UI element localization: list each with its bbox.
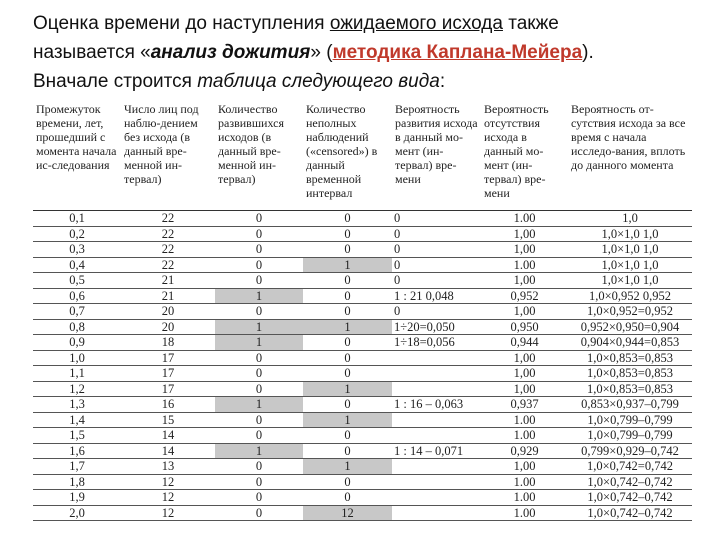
- intro-line-3: [33, 67, 713, 96]
- table-cell: 1,00: [481, 242, 568, 258]
- table-cell: 1,0×0,742–0,742: [568, 474, 692, 490]
- table-cell: 0: [215, 459, 303, 475]
- intro-l3-part1: Вначале строится: [33, 71, 198, 92]
- table-cell: 1,0×0,799–0,799: [568, 412, 692, 428]
- table-cell: 1,2: [33, 381, 121, 397]
- table-cell: 1.00: [481, 257, 568, 273]
- table-cell: 0: [303, 288, 392, 304]
- table-row: [33, 350, 692, 366]
- table-cell: 1,0×1,0 1,0: [568, 273, 692, 289]
- table-body: [33, 211, 692, 521]
- table-row: [33, 381, 692, 397]
- table-row: [33, 490, 692, 506]
- table-cell: 0,8: [33, 319, 121, 335]
- intro-l2-part3: ).: [582, 42, 594, 63]
- table-row: [33, 505, 692, 521]
- table-row: [33, 304, 692, 320]
- table-cell: 1: [303, 257, 392, 273]
- table-cell: 1.00: [481, 428, 568, 444]
- intro-text: [33, 9, 713, 96]
- table-cell: 1,0×0,952=0,952: [568, 304, 692, 320]
- table-header-cell: Число лиц под наблю-дением без исхода (в данный вре-менной ин-тервал): [121, 101, 215, 211]
- table-cell: 0,9: [33, 335, 121, 351]
- table-cell: [392, 350, 481, 366]
- table-cell: 13: [121, 459, 215, 475]
- table-cell: 0: [392, 257, 481, 273]
- table-cell: 0: [303, 397, 392, 413]
- intro-l2-part1: называется «: [33, 42, 151, 63]
- table-cell: 0: [215, 304, 303, 320]
- table-cell: 1,0×0,952 0,952: [568, 288, 692, 304]
- table-cell: [392, 366, 481, 382]
- table-cell: 1,0×0,853=0,853: [568, 350, 692, 366]
- table-cell: 0: [215, 226, 303, 242]
- table-cell: 1,00: [481, 304, 568, 320]
- table-cell: 0: [215, 505, 303, 521]
- table-cell: 1,00: [481, 226, 568, 242]
- table-cell: 22: [121, 211, 215, 227]
- table-cell: 1,00: [481, 366, 568, 382]
- table-cell: 1,0×1,0 1,0: [568, 257, 692, 273]
- table-row: [33, 459, 692, 475]
- table-cell: 0: [215, 366, 303, 382]
- table-cell: 12: [303, 505, 392, 521]
- table-cell: 0: [392, 273, 481, 289]
- table-cell: 0,904×0,944=0,853: [568, 335, 692, 351]
- table-cell: 22: [121, 226, 215, 242]
- table-row: [33, 428, 692, 444]
- table-cell: 1,6: [33, 443, 121, 459]
- intro-line-2: [33, 38, 713, 67]
- table-cell: 18: [121, 335, 215, 351]
- table-cell: 1 : 16 – 0,063: [392, 397, 481, 413]
- table-cell: 1,4: [33, 412, 121, 428]
- table-cell: [392, 474, 481, 490]
- table-cell: 0,6: [33, 288, 121, 304]
- table-cell: 1: [215, 335, 303, 351]
- table-row: [33, 397, 692, 413]
- table-cell: 0: [392, 226, 481, 242]
- table-row: [33, 319, 692, 335]
- table-cell: 1,0: [568, 211, 692, 227]
- table-cell: 0: [215, 273, 303, 289]
- table-cell: 0: [303, 350, 392, 366]
- table-cell: 0,950: [481, 319, 568, 335]
- table-cell: 1,0×1,0 1,0: [568, 242, 692, 258]
- table-cell: 12: [121, 474, 215, 490]
- table-cell: [392, 412, 481, 428]
- table-cell: 0: [303, 226, 392, 242]
- table-cell: 1,3: [33, 397, 121, 413]
- table-cell: 0: [303, 443, 392, 459]
- table-cell: 0,952: [481, 288, 568, 304]
- table-cell: 1,00: [481, 381, 568, 397]
- table-cell: 20: [121, 319, 215, 335]
- table-cell: [392, 459, 481, 475]
- table-cell: 0,944: [481, 335, 568, 351]
- table-row: [33, 211, 692, 227]
- table-cell: 1÷20=0,050: [392, 319, 481, 335]
- table-header-cell: Вероятность отсутствия исхода в данный мо-мент (ин-тервал) вре-мени: [481, 101, 568, 211]
- intro-line-1: [33, 9, 713, 38]
- table-cell: 1 : 14 – 0,071: [392, 443, 481, 459]
- table-cell: 17: [121, 381, 215, 397]
- table-header-cell: Количество неполных наблюдений («censored») в данный временной интервал: [303, 101, 392, 211]
- table-cell: 1,00: [481, 273, 568, 289]
- table-cell: 1,00: [481, 350, 568, 366]
- intro-l2-bold: анализ дожития: [150, 42, 311, 63]
- table-cell: 0: [215, 490, 303, 506]
- table-cell: 1÷18=0,056: [392, 335, 481, 351]
- table-row: [33, 257, 692, 273]
- table-cell: 12: [121, 490, 215, 506]
- intro-l2-part2: » (: [310, 42, 333, 63]
- table-row: [33, 242, 692, 258]
- table-cell: 1,0×0,742–0,742: [568, 490, 692, 506]
- table-cell: 1,0×0,853=0,853: [568, 366, 692, 382]
- table-cell: 1.00: [481, 412, 568, 428]
- table-cell: [392, 505, 481, 521]
- table-row: [33, 412, 692, 428]
- table-cell: [392, 428, 481, 444]
- table-cell: 0: [215, 381, 303, 397]
- table-cell: 1: [303, 459, 392, 475]
- table-cell: 17: [121, 350, 215, 366]
- table-cell: 1: [215, 288, 303, 304]
- survival-table-wrapper: [33, 101, 692, 521]
- table-cell: 14: [121, 443, 215, 459]
- table-cell: 21: [121, 273, 215, 289]
- table-cell: 0,5: [33, 273, 121, 289]
- table-cell: 0,937: [481, 397, 568, 413]
- table-cell: 0,929: [481, 443, 568, 459]
- table-cell: 20: [121, 304, 215, 320]
- table-cell: 0: [303, 242, 392, 258]
- table-cell: 0: [303, 490, 392, 506]
- table-cell: 0: [303, 273, 392, 289]
- table-row: [33, 288, 692, 304]
- table-cell: 0,7: [33, 304, 121, 320]
- table-cell: 0: [303, 304, 392, 320]
- intro-l1-underlined: ожидаемого исхода: [329, 13, 503, 34]
- table-cell: 1 : 21 0,048: [392, 288, 481, 304]
- table-cell: 1,1: [33, 366, 121, 382]
- intro-l1-part1: Оценка времени до наступления: [33, 13, 330, 34]
- table-cell: [392, 381, 481, 397]
- table-cell: 22: [121, 257, 215, 273]
- table-cell: 0: [303, 211, 392, 227]
- table-row: [33, 335, 692, 351]
- table-cell: 0: [303, 335, 392, 351]
- table-cell: 1: [215, 443, 303, 459]
- table-cell: 0: [215, 350, 303, 366]
- table-row: [33, 443, 692, 459]
- intro-method-name: методика Каплана-Мейера: [332, 42, 583, 63]
- table-header-cell: Количество развившихся исходов (в данный вре-менной ин-тервал): [215, 101, 303, 211]
- table-header-cell: Вероятность от-сутствия исхода за все время с начала исследо-вания, вплоть до данного момента: [568, 101, 692, 211]
- table-cell: 1.00: [481, 490, 568, 506]
- table-cell: 0: [215, 242, 303, 258]
- table-row: [33, 366, 692, 382]
- table-cell: 0,3: [33, 242, 121, 258]
- table-cell: 0,853×0,937–0,799: [568, 397, 692, 413]
- table-cell: 0: [215, 428, 303, 444]
- table-cell: 1: [303, 381, 392, 397]
- table-cell: 0: [215, 474, 303, 490]
- table-cell: 0,799×0,929–0,742: [568, 443, 692, 459]
- table-cell: 0: [215, 211, 303, 227]
- table-cell: 0: [392, 304, 481, 320]
- table-cell: 22: [121, 242, 215, 258]
- table-cell: 0: [215, 257, 303, 273]
- table-cell: 14: [121, 428, 215, 444]
- intro-l1-part2: также: [502, 13, 559, 34]
- table-cell: 17: [121, 366, 215, 382]
- table-cell: 1.00: [481, 474, 568, 490]
- table-cell: 1: [303, 319, 392, 335]
- table-cell: 0: [392, 211, 481, 227]
- table-cell: [392, 490, 481, 506]
- table-cell: 0: [215, 412, 303, 428]
- table-cell: 1,00: [481, 459, 568, 475]
- table-row: [33, 474, 692, 490]
- table-cell: 1,0×0,853=0,853: [568, 381, 692, 397]
- table-cell: 1,9: [33, 490, 121, 506]
- table-cell: 15: [121, 412, 215, 428]
- table-cell: 0: [303, 428, 392, 444]
- table-cell: 1.00: [481, 211, 568, 227]
- table-cell: 21: [121, 288, 215, 304]
- table-cell: 0,952×0,950=0,904: [568, 319, 692, 335]
- table-cell: 1,0: [33, 350, 121, 366]
- intro-l3-italic: таблица следующего вида: [197, 71, 440, 92]
- table-cell: 1,0×1,0 1,0: [568, 226, 692, 242]
- table-cell: 0,2: [33, 226, 121, 242]
- table-header-cell: Вероятность развития исхода в данный мо-мент (ин-тервал) вре-мени: [392, 101, 481, 211]
- table-row: [33, 273, 692, 289]
- table-cell: 1,5: [33, 428, 121, 444]
- table-cell: 1,0×0,742=0,742: [568, 459, 692, 475]
- table-cell: 1,8: [33, 474, 121, 490]
- table-header-row: [33, 101, 692, 211]
- table-cell: 1: [215, 397, 303, 413]
- table-cell: 0: [303, 474, 392, 490]
- table-cell: 0: [303, 366, 392, 382]
- table-cell: 16: [121, 397, 215, 413]
- table-cell: 1.00: [481, 505, 568, 521]
- table-cell: 1,0×0,799–0,799: [568, 428, 692, 444]
- table-cell: 1: [215, 319, 303, 335]
- table-cell: 1,0×0,742–0,742: [568, 505, 692, 521]
- intro-l3-part2: :: [439, 71, 446, 92]
- table-cell: 1: [303, 412, 392, 428]
- table-cell: 0,1: [33, 211, 121, 227]
- table-cell: 1,7: [33, 459, 121, 475]
- table-header-cell: Промежуток времени, лет, прошедший с момента начала ис-следования: [33, 101, 121, 211]
- table-cell: 2,0: [33, 505, 121, 521]
- table-row: [33, 226, 692, 242]
- survival-table: [33, 101, 692, 521]
- table-cell: 0: [392, 242, 481, 258]
- table-cell: 0,4: [33, 257, 121, 273]
- table-cell: 12: [121, 505, 215, 521]
